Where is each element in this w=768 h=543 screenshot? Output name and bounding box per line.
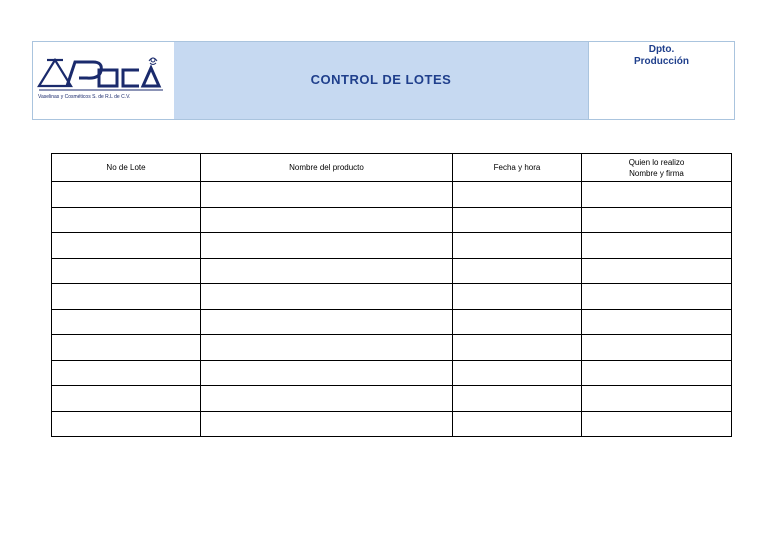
lot-number-cell[interactable] [52,335,201,361]
date-time-cell[interactable] [453,335,582,361]
performed-by-cell[interactable] [582,258,732,284]
performed-by-cell[interactable] [582,360,732,386]
table-row [52,233,732,259]
table-row [52,335,732,361]
date-time-cell[interactable] [453,309,582,335]
logo-tagline: Vaselinas y Cosméticos S. de R.L de C.V. [38,94,131,100]
table-row [52,258,732,284]
column-header-performed-by-line2: Nombre y firma [629,168,684,178]
table-row [52,182,732,208]
lot-number-cell[interactable] [52,309,201,335]
performed-by-cell[interactable] [582,335,732,361]
lot-number-cell[interactable] [52,258,201,284]
department-cell [588,42,734,119]
table-header-row [52,154,732,182]
column-header-lot-number: No de Lote [52,154,201,182]
lot-control-table [51,153,732,437]
column-header-product-name: Nombre del producto [201,154,453,182]
roca-logo-icon [37,54,169,94]
performed-by-cell[interactable] [582,182,732,208]
company-logo [33,42,174,119]
lot-number-cell[interactable] [52,411,201,437]
date-time-cell[interactable] [453,386,582,412]
date-time-cell[interactable] [453,182,582,208]
table-row [52,411,732,437]
title-band [174,42,588,119]
table-row [52,360,732,386]
department-label: Dpto. [648,44,675,55]
column-header-date-time: Fecha y hora [453,154,582,182]
lot-number-cell[interactable] [52,284,201,310]
product-name-cell[interactable] [201,309,453,335]
lot-number-cell[interactable] [52,182,201,208]
document-title: CONTROL DE LOTES [310,72,452,87]
product-name-cell[interactable] [201,207,453,233]
lot-number-cell[interactable] [52,233,201,259]
column-header-performed-by [582,154,732,182]
lot-number-cell[interactable] [52,386,201,412]
table-row [52,284,732,310]
product-name-cell[interactable] [201,233,453,259]
performed-by-cell[interactable] [582,309,732,335]
table-row [52,309,732,335]
performed-by-cell[interactable] [582,386,732,412]
product-name-cell[interactable] [201,411,453,437]
product-name-cell[interactable] [201,258,453,284]
performed-by-cell[interactable] [582,233,732,259]
performed-by-cell[interactable] [582,411,732,437]
date-time-cell[interactable] [453,284,582,310]
column-header-performed-by-line1: Quien lo realizo [628,157,685,167]
date-time-cell[interactable] [453,258,582,284]
performed-by-cell[interactable] [582,207,732,233]
product-name-cell[interactable] [201,284,453,310]
lot-number-cell[interactable] [52,360,201,386]
table-row [52,386,732,412]
date-time-cell[interactable] [453,207,582,233]
department-name: Producción [633,56,689,67]
product-name-cell[interactable] [201,182,453,208]
date-time-cell[interactable] [453,233,582,259]
date-time-cell[interactable] [453,411,582,437]
table-row [52,207,732,233]
document-header [32,41,735,120]
date-time-cell[interactable] [453,360,582,386]
performed-by-cell[interactable] [582,284,732,310]
product-name-cell[interactable] [201,360,453,386]
product-name-cell[interactable] [201,335,453,361]
product-name-cell[interactable] [201,386,453,412]
lot-number-cell[interactable] [52,207,201,233]
